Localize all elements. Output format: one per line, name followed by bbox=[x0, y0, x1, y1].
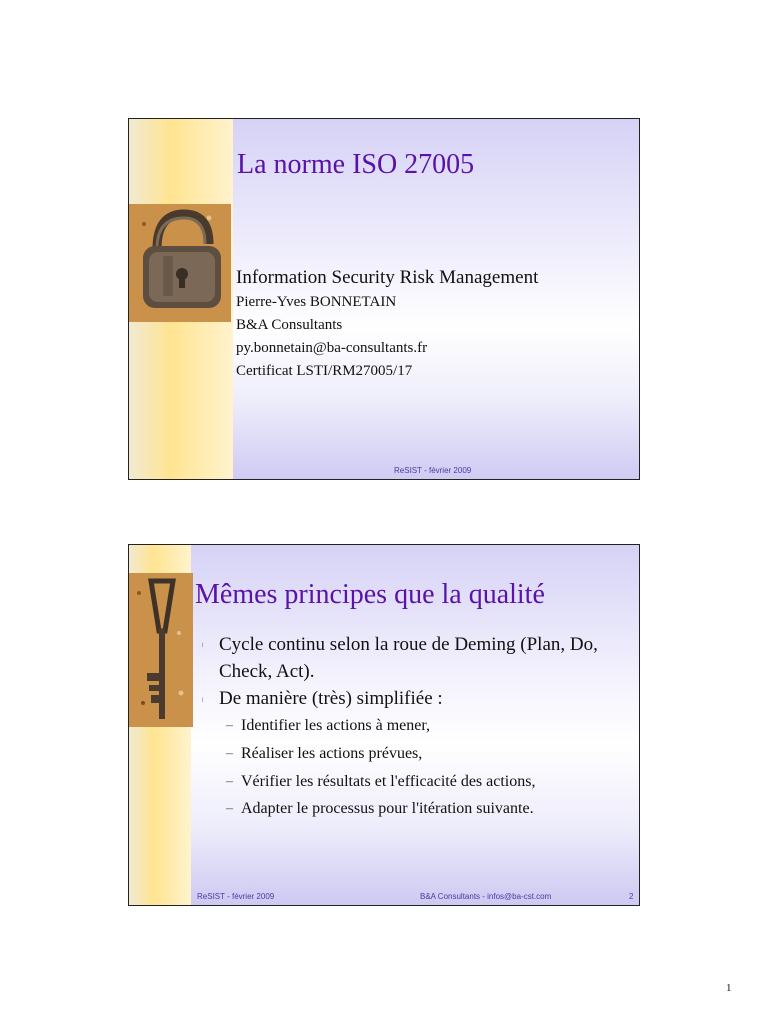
slide-1 bbox=[128, 118, 640, 480]
bullet-marker: l bbox=[202, 698, 204, 704]
sub-bullet-marker: – bbox=[226, 801, 233, 816]
sub-bullet-item: Identifier les actions à mener, bbox=[241, 717, 431, 734]
bullet-item: De manière (très) simplifiée : bbox=[219, 688, 443, 709]
author-email: py.bonnetain@ba-consultants.fr bbox=[236, 340, 428, 356]
slide-2-title: Mêmes principes que la qualité bbox=[195, 579, 545, 610]
bullet-marker: l bbox=[202, 643, 204, 649]
key-photo-icon bbox=[129, 573, 193, 727]
bullet-item: Cycle continu selon la roue de Deming (Plan, Do, Check, Act). bbox=[219, 634, 598, 682]
sub-bullet-item: Adapter le processus pour l'itération suivante. bbox=[241, 800, 534, 817]
slide-1-footer: ReSIST - février 2009 bbox=[394, 466, 472, 475]
slide-1-title: La norme ISO 27005 bbox=[237, 149, 475, 180]
slide-1-subtitle: Information Security Risk Management bbox=[236, 267, 539, 288]
slide-2-footer-center: B&A Consultants - infos@ba-cst.com bbox=[420, 892, 552, 901]
sub-bullet-item: Vérifier les résultats et l'efficacité des actions, bbox=[241, 773, 536, 790]
sub-bullet-marker: – bbox=[226, 718, 233, 733]
sub-bullet-item: Réaliser les actions prévues, bbox=[241, 745, 423, 762]
slide-number: 2 bbox=[629, 892, 634, 901]
sub-bullet-marker: – bbox=[226, 746, 233, 761]
slide-2-footer-left: ReSIST - février 2009 bbox=[197, 892, 275, 901]
padlock-photo-icon bbox=[129, 204, 231, 322]
company-name: B&A Consultants bbox=[236, 317, 343, 333]
author-name: Pierre-Yves BONNETAIN bbox=[236, 294, 397, 310]
page-number: 1 bbox=[726, 982, 732, 994]
slide-2 bbox=[128, 544, 640, 906]
sub-bullet-marker: – bbox=[226, 774, 233, 789]
certificate-line: Certificat LSTI/RM27005/17 bbox=[236, 363, 413, 379]
